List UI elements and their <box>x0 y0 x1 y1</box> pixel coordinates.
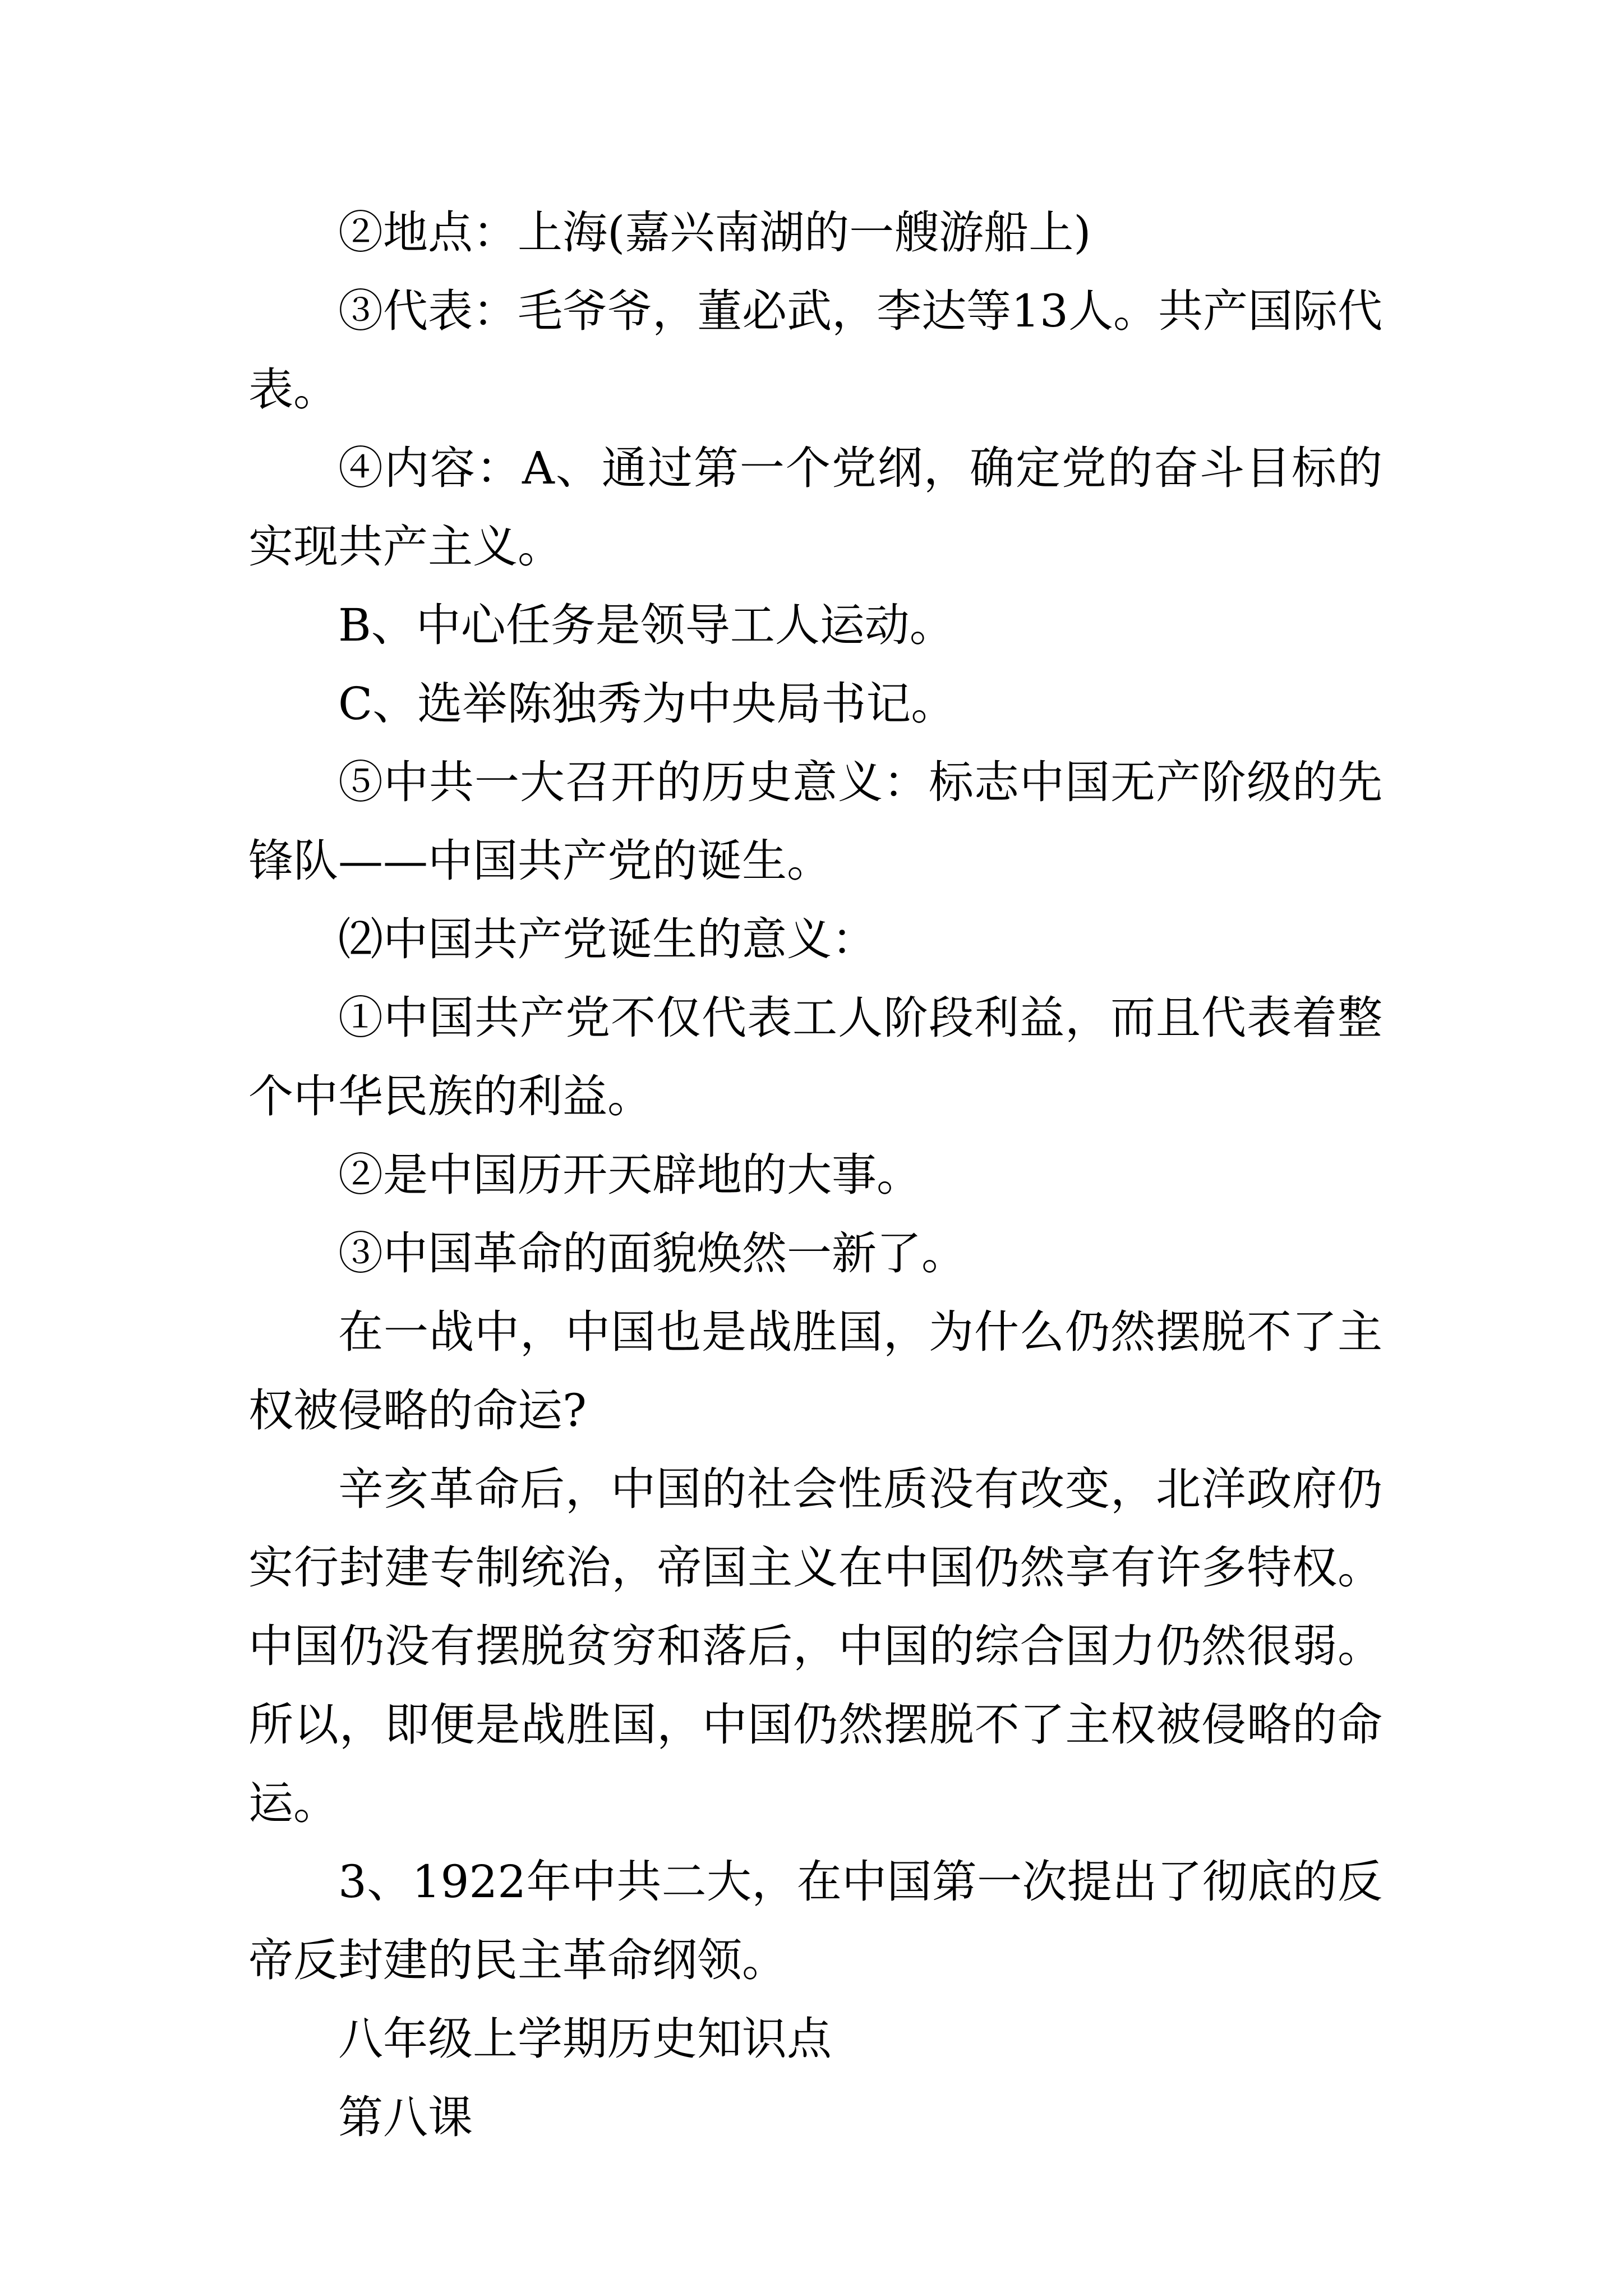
paragraph-representatives: ③代表：毛爷爷，董必武，李达等13人。共产国际代表。 <box>248 285 1382 416</box>
paragraph-location: ②地点：上海(嘉兴南湖的一艘游船上) <box>338 206 1091 259</box>
paragraph-question: 在一战中，中国也是战胜国，为什么仍然摆脱不了主权被侵略的命运? <box>248 1306 1382 1437</box>
paragraph-content-a: ④内容：A、通过第一个党纲，确定党的奋斗目标的实现共产主义。 <box>248 442 1382 573</box>
paragraph-answer: 辛亥革命后，中国的社会性质没有改变，北洋政府仍实行封建专制统治，帝国主义在中国仍然享有许多特权。中国仍没有摆脱贫穷和落后，中国的综合国力仍然很弱。所以，即便是战胜国，中国仍然摆脱不了主权被侵略的命运。 <box>248 1463 1382 1829</box>
paragraph-meaning-3: ③中国革命的面貌焕然一新了。 <box>338 1227 966 1280</box>
section-heading: 八年级上学期历史知识点 <box>338 2013 832 2065</box>
document-body <box>248 194 1382 2157</box>
paragraph-meaning-2: ②是中国历开天辟地的大事。 <box>338 1149 921 1201</box>
paragraph-founding-meaning-heading: ⑵中国共产党诞生的意义： <box>338 913 877 965</box>
lesson-heading: 第八课 <box>338 2091 473 2143</box>
paragraph-meaning-1: ①中国共产党不仅代表工人阶段利益，而且代表着整个中华民族的利益。 <box>248 992 1382 1122</box>
paragraph-content-c: C、选举陈独秀为中央局书记。 <box>338 678 956 730</box>
paragraph-historic-significance: ⑤中共一大召开的历史意义：标志中国无产阶级的先锋队——中国共产党的诞生。 <box>248 756 1382 887</box>
paragraph-content-b: B、中心任务是领导工人运动。 <box>338 599 955 651</box>
paragraph-second-congress: 3、1922年中共二大，在中国第一次提出了彻底的反帝反封建的民主革命纲领。 <box>248 1856 1382 1986</box>
